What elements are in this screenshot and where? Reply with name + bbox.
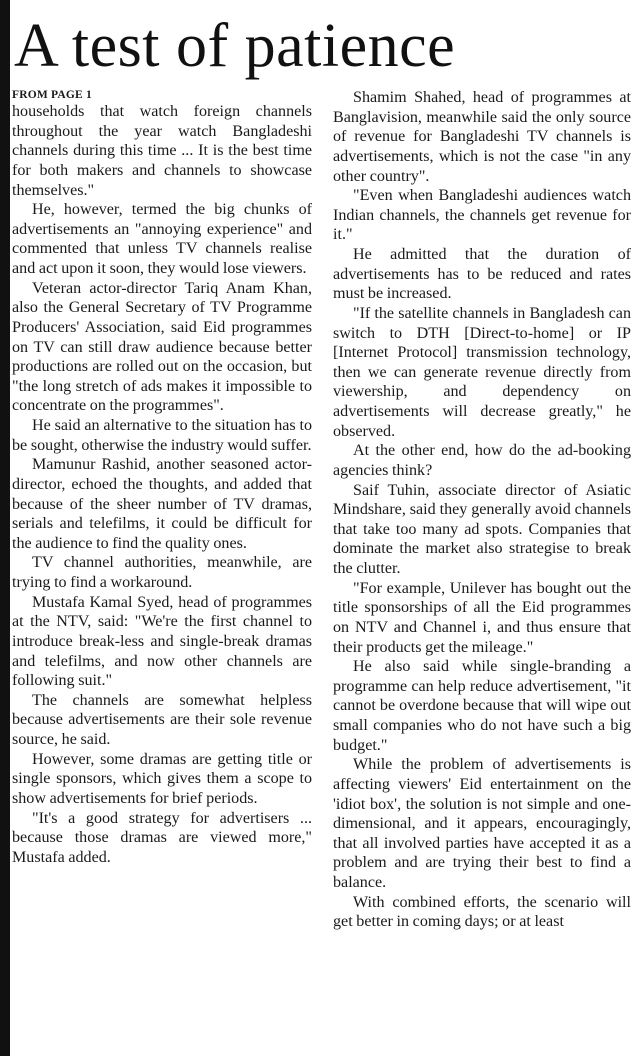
paragraph: Saif Tuhin, associate director of Asiatic Mindshare, said they generally avoid channels that take too many ad spots. Companies that dominate the market also strategise to break the clutter. bbox=[333, 481, 631, 577]
article-right-column bbox=[333, 88, 631, 1056]
paragraph: Shamim Shahed, head of programmes at Banglavision, meanwhile said the only source of revenue for Bangladeshi TV channels is advertisements, which is not the case "in any other country". bbox=[333, 89, 631, 185]
paragraph: "For example, Unilever has bought out the title sponsorships of all the Eid programmes on NTV and Channel i, and thus ensure that their products get the mileage." bbox=[333, 579, 631, 656]
paragraph: He also said while single-branding a programme can help reduce advertisement, "it cannot be overdone because that will wipe out small companies who do not have such a big budget." bbox=[333, 658, 631, 754]
paragraph: The channels are somewhat helpless because advertisements are their sole revenue source, he said. bbox=[12, 691, 312, 748]
paragraph: TV channel authorities, meanwhile, are trying to find a workaround. bbox=[12, 554, 312, 591]
paragraph: Veteran actor-director Tariq Anam Khan, also the General Secretary of TV Programme Producers' Association, said Eid programmes on TV can still draw audience because better productions are rolled out on the occasion, but "the long stretch of ads makes it impossible to concentrate on the programmes". bbox=[12, 279, 312, 415]
paragraph: "If the satellite channels in Bangladesh can switch to DTH [Direct-to-home] or IP [Internet Protocol] transmission technology, then we can generate revenue directly from viewership, and dependency on advertisements will decrease greatly," he observed. bbox=[333, 304, 631, 440]
paragraph: While the problem of advertisements is affecting viewers' Eid entertainment on the 'idiot box', the solution is not simple and one-dimensional, and it appears, encouragingly, that all involved parties have accepted it as a problem and are trying their best to find a balance. bbox=[333, 756, 631, 891]
paragraph: He, however, termed the big chunks of advertisements an "annoying experience" and commented that unless TV channels realise and act upon it soon, they would lose viewers. bbox=[12, 201, 312, 277]
paragraph: With combined efforts, the scenario will get better in coming days; or at least bbox=[333, 893, 631, 931]
paragraph: households that watch foreign channels throughout the year watch Bangladeshi channels during this time ... It is the best time for both makers and channels to showcase themselves." bbox=[12, 103, 312, 199]
left-column-rule bbox=[0, 0, 10, 1056]
article-left-column bbox=[12, 88, 312, 1056]
paragraph: "Even when Bangladeshi audiences watch Indian channels, the channels get revenue for it." bbox=[333, 187, 631, 244]
paragraph: At the other end, how do the ad-booking agencies think? bbox=[333, 442, 631, 479]
paragraph: He said an alternative to the situation has to be sought, otherwise the industry would suffer. bbox=[12, 417, 312, 454]
paragraph: Mamunur Rashid, another seasoned actor-director, echoed the thoughts, and added that because of the sheer number of TV dramas, serials and telefilms, it could be difficult for the audience to find the quality ones. bbox=[12, 456, 312, 552]
article-headline: A test of patience bbox=[14, 12, 456, 80]
paragraph: Mustafa Kamal Syed, head of programmes at the NTV, said: "We're the first channel to introduce break-less and single-break dramas and telefilms, and now other channels are following suit." bbox=[12, 593, 312, 690]
paragraph: However, some dramas are getting title or single sponsors, which gives them a scope to show advertisements for brief periods. bbox=[12, 750, 312, 807]
paragraph: "It's a good strategy for advertisers ... because those dramas are viewed more," Mustafa added. bbox=[12, 809, 312, 866]
continuation-kicker: FROM PAGE 1 bbox=[12, 89, 92, 101]
paragraph: He admitted that the duration of advertisements has to be reduced and rates must be increased. bbox=[333, 246, 631, 303]
